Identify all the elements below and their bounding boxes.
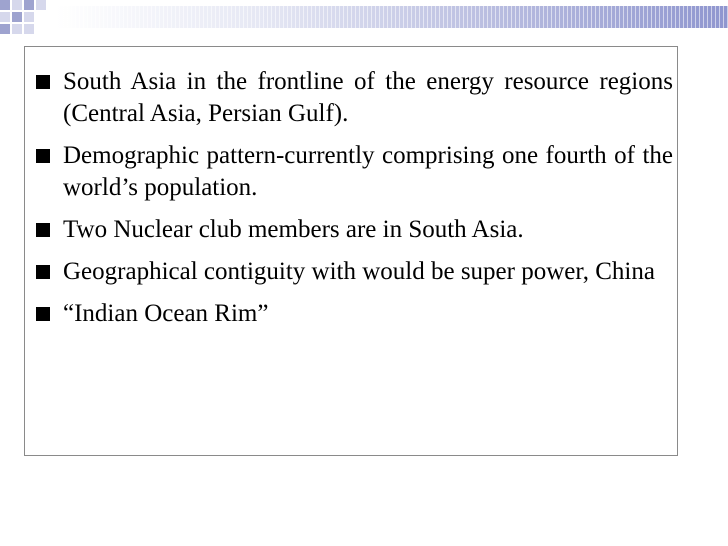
bullet-text: Two Nuclear club members are in South Asia.	[63, 216, 524, 243]
bullet-text: Demographic pattern-currently comprising one fourth of the world’s population.	[63, 142, 673, 201]
bullet-item	[33, 140, 673, 204]
decor-square	[12, 12, 22, 22]
content-frame	[24, 46, 678, 456]
decor-square	[36, 0, 46, 10]
bullet-text: “Indian Ocean Rim”	[63, 300, 269, 327]
square-bullet-icon	[36, 149, 50, 163]
header-decoration	[0, 0, 728, 36]
decor-square	[12, 24, 22, 34]
bullet-item	[33, 298, 673, 330]
decor-square	[0, 12, 10, 22]
bullet-item	[33, 256, 673, 288]
header-stripes	[56, 6, 728, 28]
square-bullet-icon	[36, 265, 50, 279]
decor-square	[0, 0, 10, 10]
bullet-text: South Asia in the frontline of the energy resource regions (Central Asia, Persian Gulf).	[63, 68, 673, 127]
decor-square	[24, 24, 34, 34]
bullet-item	[33, 66, 673, 130]
bullet-item	[33, 214, 673, 246]
decor-square	[12, 0, 22, 10]
square-bullet-icon	[36, 307, 50, 321]
bullet-text: Geographical contiguity with would be super power, China	[63, 258, 655, 285]
decor-square	[24, 12, 34, 22]
square-bullet-icon	[36, 75, 50, 89]
decor-square	[0, 24, 10, 34]
decor-square	[24, 0, 34, 10]
square-bullet-icon	[36, 223, 50, 237]
bullet-list	[33, 66, 673, 340]
